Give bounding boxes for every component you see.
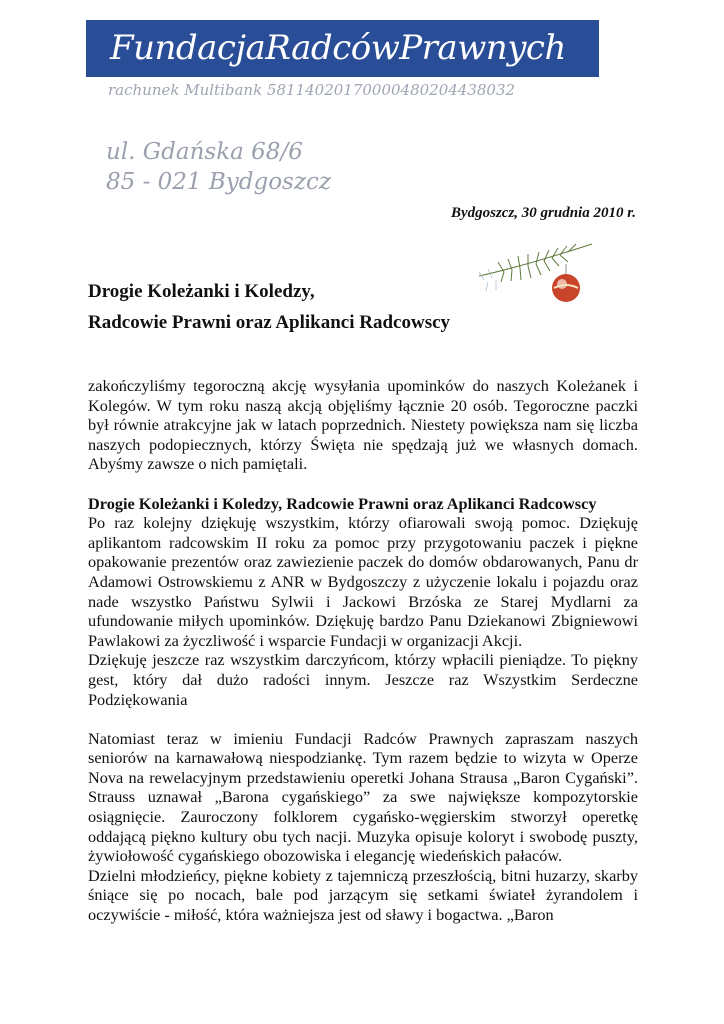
foundation-name: FundacjaRadcówPrawnych [110,28,566,68]
salutation-line-2: Radcowie Prawni oraz Aplikanci Radcowscy [88,312,451,333]
letter-body [88,376,638,925]
date-line: Bydgoszcz, 30 grudnia 2010 r. [450,205,636,221]
address-street: ul. Gdańska 68/6 [106,139,303,165]
paragraph-2-heading: Drogie Koleżanki i Koledzy, Radcowie Prawni oraz Aplikanci Radcowscy [88,493,597,513]
paragraph-3: Dziękuję jeszcze raz wszystkim darczyńcom, którzy wpłacili pieniądze. To piękny gest, który dał dużo radości innym. Jeszcze raz Wszystkim Serdeczne Podziękowania [88,650,638,709]
christmas-ornament-image [474,236,594,306]
paragraph-1: zakończyliśmy tegoroczną akcję wysyłania upominków do naszych Koleżanek i Kolegów. W tym roku naszą akcją objęliśmy łącznie 20 osób. Tegoroczne paczki był równie atrakcyjne jak w latach poprzednich. Niestety powiększa nam się liczba naszych podopiecznych, którzy Święta nie spędzają już we własnych domach. Abyśmy zawsze o nich pamiętali. [88,376,638,474]
address-city: 85 - 021 Bydgoszcz [106,169,331,195]
paragraph-gap [88,474,638,494]
paragraph-4: Natomiast teraz w imieniu Fundacji Radców Prawnych zapraszam naszych seniorów na karnawałową niespodziankę. Tym razem będzie to wizyta w Operze Nova na rewelacyjnym przedstawieniu operetki Johana Strausa „Baron Cygański”. Strauss uznawał „Barona cygańskiego” za swe największe kompozytorskie osiągnięcie. Zauroczony folklorem cygańsko-węgierskim stworzył operetkę oddającą piękno kultury obu tych nacji. Muzyka opisuje koloryt i swobodę puszty, żywiołowość cygańskiego obozowiska i elegancję wiedeńskich pałaców. [88,728,638,866]
salutation-line-1: Drogie Koleżanki i Koledzy, [88,281,315,302]
letterhead-banner [86,20,599,77]
paragraph-5: Dzielni młodzieńcy, piękne kobiety z tajemniczą przeszłością, bitni huzarzy, skarby śniące się po nocach, bale pod jarzącym się setkami świateł żyrandolem i oczywiście - miłość, która ważniejsza jest od sławy i bogactwa. „Baron [88,865,638,925]
paragraph-gap [88,709,638,729]
paragraph-2: Po raz kolejny dziękuję wszystkim, którzy ofiarowali swoją pomoc. Dziękuję aplikantom radcowskim II roku za pomoc przy przygotowaniu paczek i piękne opakowanie prezentów oraz zawiezienie paczek do domów obdarowanych, Panu dr Adamowi Ostrowskiemu z ANR w Bydgoszczy z użyczenie lokalu i pojazdu oraz nade wszystko Państwu Sylwii i Jackowi Brzóska ze Starej Mydlarni za ufundowanie miłych upominków. Dziękuję bardzo Panu Dziekanowi Zbigniewowi Pawlakowi za życzliwość i wsparcie Fundacji w organizacji Akcji. [88,513,638,650]
bank-account: rachunek Multibank 58114020170000480204438032 [108,81,516,99]
